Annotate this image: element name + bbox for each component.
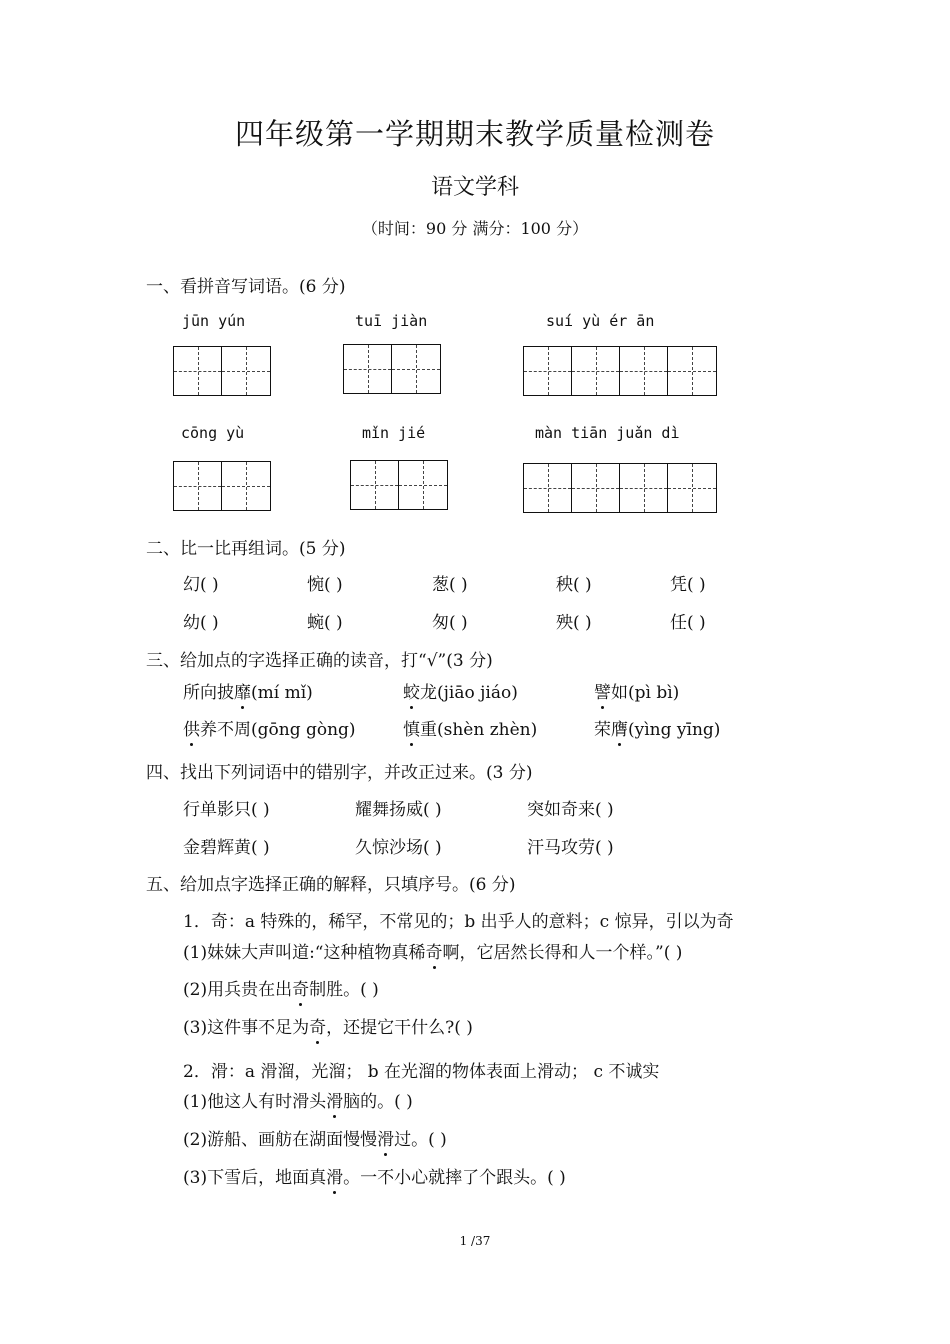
sentence-item: (3)这件事不足为奇，还提它干什么?( ): [183, 1013, 473, 1038]
word-item: 任( ): [670, 613, 706, 633]
word-item: 幼( ): [183, 613, 219, 633]
word-item: 蜿( ): [307, 613, 343, 633]
sentence-item: (1)妹妹大声叫道:“这种植物真稀奇啊，它居然长得和人一个样。”( ): [183, 938, 682, 963]
sentence-item: (1)他这人有时滑头滑脑的。( ): [183, 1087, 413, 1112]
grid-cell[interactable]: [351, 461, 399, 509]
subject-subtitle: 语文学科: [430, 175, 519, 200]
correction-item: 行单影只( ): [183, 800, 270, 820]
grid-cell[interactable]: [668, 464, 716, 512]
grid-cell[interactable]: [222, 462, 270, 510]
grid-cell[interactable]: [174, 347, 222, 395]
word-item: 惋( ): [307, 575, 343, 595]
grid-cell[interactable]: [344, 345, 392, 393]
grid-cell[interactable]: [174, 462, 222, 510]
writing-grid[interactable]: [343, 344, 441, 394]
correction-item: 汗马攻劳( ): [527, 838, 614, 858]
reading-item: 蛟龙(jiāo jiáo): [403, 678, 518, 703]
grid-cell[interactable]: [572, 347, 620, 395]
pinyin-label: mǐn jié: [362, 424, 426, 442]
grid-cell[interactable]: [572, 464, 620, 512]
word-item: 幻( ): [183, 575, 219, 595]
pinyin-label: màn tiān juǎn dì: [535, 424, 680, 442]
grid-cell[interactable]: [668, 347, 716, 395]
reading-item: 慎重(shèn zhèn): [403, 715, 537, 740]
grid-cell[interactable]: [620, 347, 668, 395]
grid-cell[interactable]: [392, 345, 440, 393]
grid-cell[interactable]: [524, 464, 572, 512]
sentence-item: (2)用兵贵在出奇制胜。( ): [183, 975, 379, 1000]
word-item: 凭( ): [670, 575, 706, 595]
reading-item: 荣膺(yìng yīng): [594, 715, 720, 740]
section2-heading: 二、比一比再组词。(5 分): [146, 539, 346, 559]
grid-cell[interactable]: [399, 461, 447, 509]
word-item: 葱( ): [432, 575, 468, 595]
correction-item: 久惊沙场( ): [355, 838, 442, 858]
correction-item: 耀舞扬威( ): [355, 800, 442, 820]
section3-heading: 三、给加点的字选择正确的读音，打“√”(3 分): [146, 651, 493, 671]
sentence-item: (2)游船、画舫在湖面慢慢滑过。( ): [183, 1125, 447, 1150]
grid-cell[interactable]: [524, 347, 572, 395]
definition-line: 1．奇：a 特殊的，稀罕，不常见的；b 出乎人的意料；c 惊异，引以为奇: [183, 912, 734, 932]
page-number: 1 /37: [459, 1234, 491, 1248]
pinyin-label: jūn yún: [182, 312, 246, 330]
reading-item: 供养不周(gōng gòng): [183, 715, 356, 740]
writing-grid[interactable]: [173, 346, 271, 396]
reading-item: 所向披靡(mí mǐ): [183, 678, 313, 703]
section1-heading: 一、看拼音写词语。(6 分): [146, 277, 346, 297]
correction-item: 突如奇来( ): [527, 800, 614, 820]
writing-grid[interactable]: [523, 346, 717, 396]
pinyin-label: tuī jiàn: [355, 312, 428, 330]
sentence-item: (3)下雪后，地面真滑。一不小心就摔了个跟头。( ): [183, 1163, 566, 1188]
reading-item: 譬如(pì bì): [594, 678, 679, 703]
section5-heading: 五、给加点字选择正确的解释，只填序号。(6 分): [146, 875, 516, 895]
grid-cell[interactable]: [222, 347, 270, 395]
definition-line: 2．滑：a 滑溜，光溜； b 在光溜的物体表面上滑动； c 不诚实: [183, 1062, 660, 1082]
writing-grid[interactable]: [173, 461, 271, 511]
section4-heading: 四、找出下列词语中的错别字，并改正过来。(3 分): [146, 763, 533, 783]
word-item: 匆( ): [432, 613, 468, 633]
word-item: 殃( ): [556, 613, 592, 633]
word-item: 秧( ): [556, 575, 592, 595]
grid-cell[interactable]: [620, 464, 668, 512]
writing-grid[interactable]: [350, 460, 448, 510]
pinyin-label: cōng yù: [181, 424, 245, 442]
correction-item: 金碧辉黄( ): [183, 838, 270, 858]
page-title: 四年级第一学期期末教学质量检测卷: [234, 117, 715, 151]
exam-meta: （时间：90 分 满分：100 分）: [361, 219, 589, 238]
writing-grid[interactable]: [523, 463, 717, 513]
pinyin-label: suí yù ér ān: [546, 312, 655, 330]
